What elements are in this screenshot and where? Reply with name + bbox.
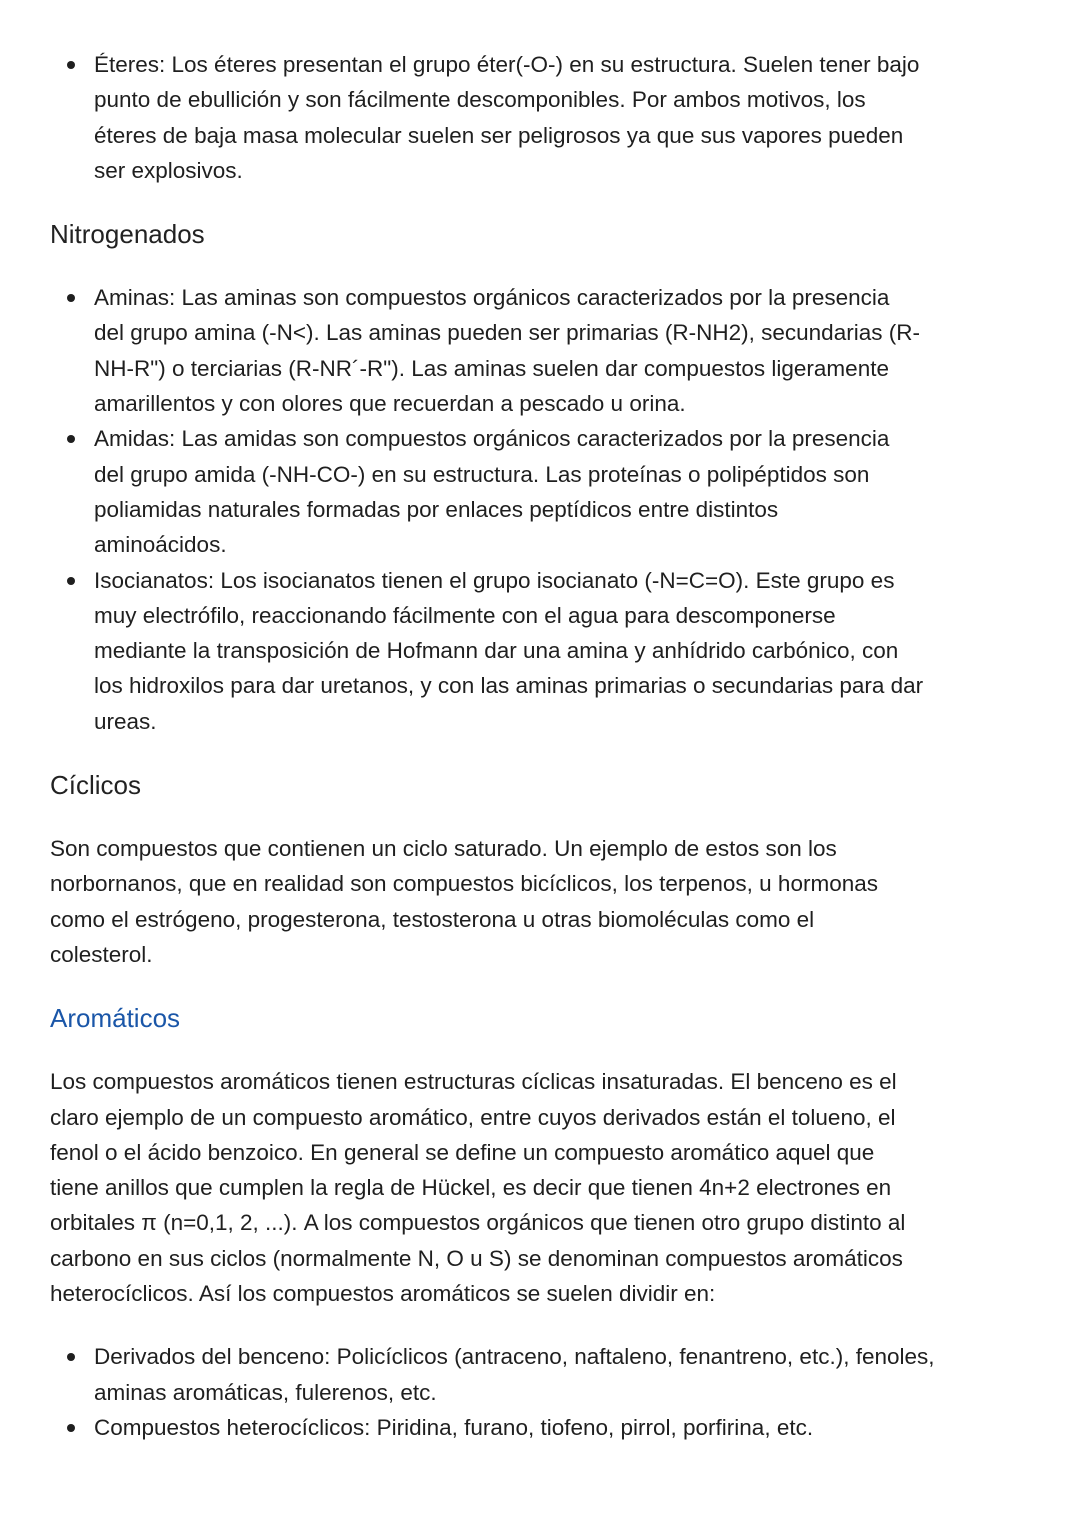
ciclicos-paragraph xyxy=(50,831,1080,972)
text-line: tiene anillos que cumplen la regla de Hückel, es decir que tienen 4n+2 electrones en xyxy=(50,1175,892,1201)
text-line: Isocianatos: Los isocianatos tienen el grupo isocianato (-N=C=O). Este grupo es xyxy=(94,567,895,593)
text-line: claro ejemplo de un compuesto aromático, entre cuyos derivados están el tolueno, el xyxy=(50,1104,896,1130)
text-line: muy electrófilo, reaccionando fácilmente con el agua para descomponerse xyxy=(94,602,836,628)
text-line: heterocíclicos. Así los compuestos aromáticos se suelen dividir en: xyxy=(50,1281,716,1307)
text-line: Los compuestos aromáticos tienen estructuras cíclicas insaturadas. El benceno es el xyxy=(50,1069,897,1095)
bullet-icon xyxy=(67,1424,75,1432)
text-line: los hidroxilos para dar uretanos, y con las aminas primarias o secundarias para dar xyxy=(94,673,924,699)
text-line: carbono en sus ciclos (normalmente N, O u S) se denominan compuestos aromáticos xyxy=(50,1245,903,1271)
bullet-icon xyxy=(67,577,75,585)
heading-nitrogenados: Nitrogenados xyxy=(50,219,205,250)
list-item-eteres xyxy=(50,47,1080,188)
text-line: Aminas: Las aminas son compuestos orgánicos caracterizados por la presencia xyxy=(94,285,890,311)
text-line: aminas aromáticas, fulerenos, etc. xyxy=(94,1379,437,1405)
text-line: Son compuestos que contienen un ciclo saturado. Un ejemplo de estos son los xyxy=(50,836,837,862)
text-line: ureas. xyxy=(94,708,157,734)
text-line: mediante la transposición de Hofmann dar una amina y anhídrido carbónico, con xyxy=(94,638,899,664)
eteres-list xyxy=(50,47,1080,188)
text-line: colesterol. xyxy=(50,941,153,967)
text-line: NH-R") o terciarias (R-NR´-R"). Las aminas suelen dar compuestos ligeramente xyxy=(94,355,889,381)
list-item-derivados-benceno xyxy=(50,1339,1080,1410)
nitrogenados-list xyxy=(50,280,1080,739)
list-item-heterociclicos xyxy=(50,1410,1080,1445)
text-line: punto de ebullición y son fácilmente descomponibles. Por ambos motivos, los xyxy=(94,87,866,113)
text-line: norbornanos, que en realidad son compuestos bicíclicos, los terpenos, u hormonas xyxy=(50,871,878,897)
list-item-aminas xyxy=(50,280,1080,421)
text-line: del grupo amina (-N<). Las aminas pueden ser primarias (R-NH2), secundarias (R- xyxy=(94,320,920,346)
text-line: éteres de baja masa molecular suelen ser peligrosos ya que sus vapores pueden xyxy=(94,122,904,148)
list-item-isocianatos xyxy=(50,563,1080,739)
bullet-icon xyxy=(67,1353,75,1361)
text-line: Derivados del benceno: Policíclicos (antraceno, naftaleno, fenantreno, etc.), fenoles, xyxy=(94,1344,935,1370)
bullet-icon xyxy=(67,435,75,443)
text-line: orbitales π (n=0,1, 2, ...). A los compuestos orgánicos que tienen otro grupo distinto al xyxy=(50,1210,906,1236)
heading-aromaticos: Aromáticos xyxy=(50,1003,181,1034)
bullet-icon xyxy=(67,61,75,69)
text-line: como el estrógeno, progesterona, testosterona u otras biomoléculas como el xyxy=(50,906,815,932)
text-line: aminoácidos. xyxy=(94,532,227,558)
text-line: ser explosivos. xyxy=(94,157,243,183)
bullet-icon xyxy=(67,294,75,302)
heading-ciclicos: Cíclicos xyxy=(50,770,142,801)
list-item-amidas xyxy=(50,421,1080,562)
text-line: fenol o el ácido benzoico. En general se define un compuesto aromático aquel que xyxy=(50,1139,875,1165)
aromaticos-list xyxy=(50,1339,1080,1445)
text-line: poliamidas naturales formadas por enlaces peptídicos entre distintos xyxy=(94,496,779,522)
aromaticos-paragraph xyxy=(50,1064,1080,1311)
text-line: del grupo amida (-NH-CO-) en su estructura. Las proteínas o polipéptidos son xyxy=(94,461,870,487)
text-line: Compuestos heterocíclicos: Piridina, furano, tiofeno, pirrol, porfirina, etc. xyxy=(94,1414,814,1440)
text-line: amarillentos y con olores que recuerdan a pescado u orina. xyxy=(94,391,686,417)
text-line: Amidas: Las amidas son compuestos orgánicos caracterizados por la presencia xyxy=(94,426,890,452)
text-line: Éteres: Los éteres presentan el grupo éter(-O-) en su estructura. Suelen tener bajo xyxy=(94,52,920,77)
